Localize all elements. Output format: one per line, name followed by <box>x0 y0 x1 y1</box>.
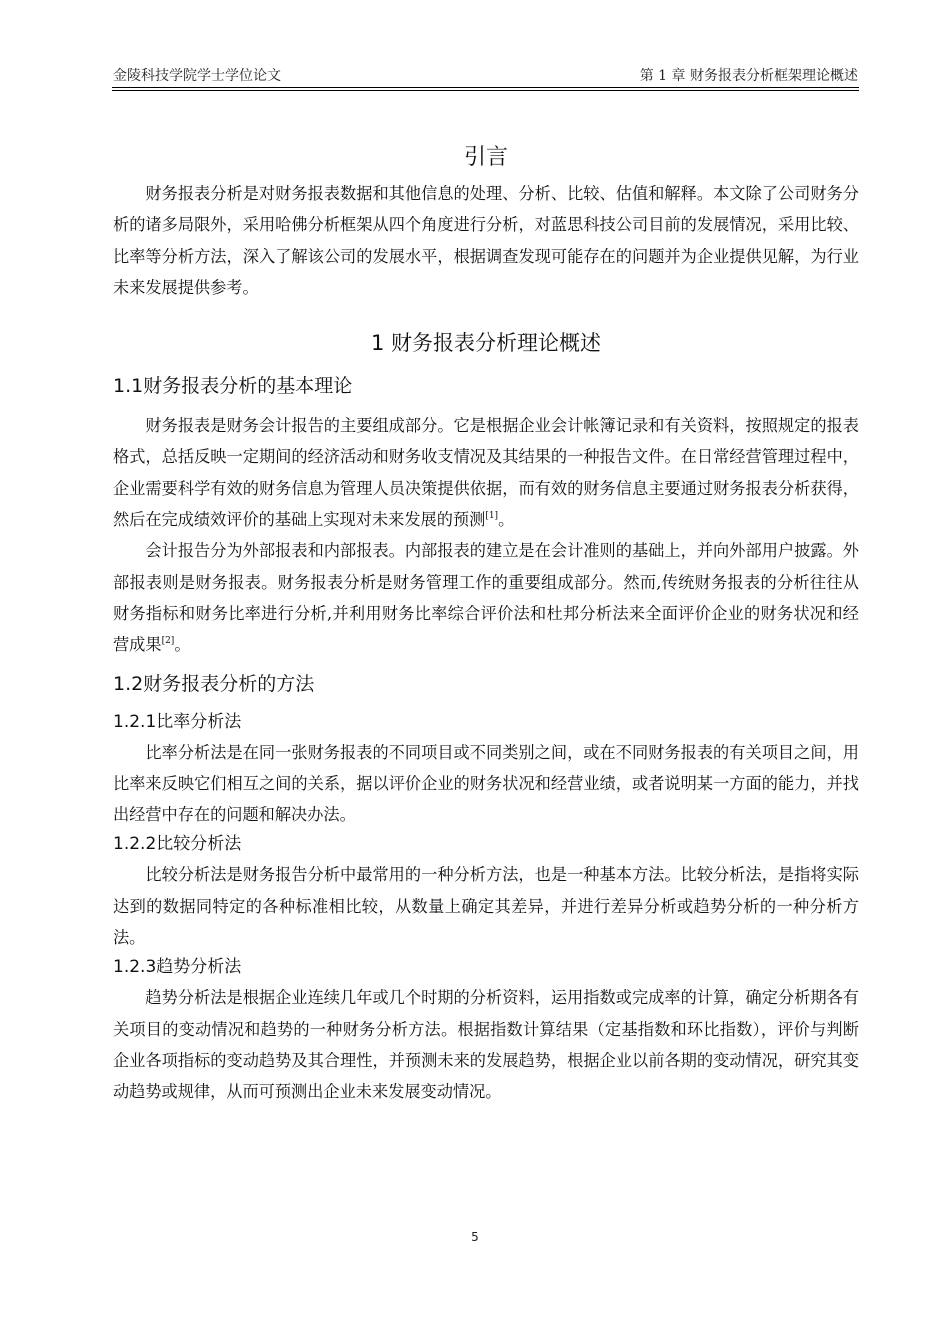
subsection-1-2-3-paragraph: 趋势分析法是根据企业连续几年或几个时期的分析资料，运用指数或完成率的计算，确定分析期各有关项目的变动情况和趋势的一种财务分析方法。根据指数计算结果（定基指数和环比指数），评价与判断企业各项指标的变动趋势及其合理性，并预测未来的发展趋势，根据企业以前各期的变动情况，研究其变动趋势或规律，从而可预测出企业未来发展变动情况。 <box>113 988 859 1102</box>
running-header-left: 金陵科技学院学士学位论文 <box>113 68 281 84</box>
section-1-1-paragraph-2 <box>113 535 859 660</box>
section-1-1-paragraph-1 <box>113 410 859 535</box>
section-heading-1-2: 1.2财务报表分析的方法 <box>113 672 315 695</box>
running-header-right: 第 1 章 财务报表分析框架理论概述 <box>639 68 858 84</box>
subsection-heading-1-2-1: 1.2.1比率分析法 <box>113 711 242 732</box>
intro-heading: 引言 <box>463 145 508 170</box>
paragraph-text: 会计报告分为外部报表和内部报表。内部报表的建立是在会计准则的基础上，并向外部用户披露。外部报表则是财务报表。财务报表分析是财务管理工作的重要组成部分。然而,传统财务报表的分析往往从财务指标和财务比率进行分析,并利用财务比率综合评价法和杜邦分析法来全面评价企业的财务状况和经营成果 <box>113 541 859 655</box>
page-body <box>113 138 859 1108</box>
page-number: 5 <box>471 1230 479 1244</box>
subsection-heading-1-2-2: 1.2.2比较分析法 <box>113 834 242 855</box>
subsection-1-2-2-paragraph: 比较分析法是财务报告分析中最常用的一种分析方法，也是一种基本方法。比较分析法，是指将实际达到的数据同特定的各种标准相比较，从数量上确定其差异，并进行差异分析或趋势分析的一种分析方法。 <box>113 865 859 948</box>
citation-ref: [2] <box>161 636 175 647</box>
intro-paragraph: 财务报表分析是对财务报表数据和其他信息的处理、分析、比较、估值和解释。本文除了公司财务分析的诸多局限外，采用哈佛分析框架从四个角度进行分析，对蓝思科技公司目前的发展情况，采用比较、比率等分析方法，深入了解该公司的发展水平，根据调查发现可能存在的问题并为企业提供见解，为行业未来发展提供参考。 <box>113 184 859 297</box>
paragraph-text: 财务报表是财务会计报告的主要组成部分。它是根据企业会计帐簿记录和有关资料，按照规定的报表格式，总括反映一定期间的经济活动和财务收支情况及其结果的一种报告文件。在日常经营管理过程中，企业需要科学有效的财务信息为管理人员决策提供依据，而有效的财务信息主要通过财务报表分析获得，然后在完成绩效评价的基础上实现对未来发展的预测 <box>113 416 859 530</box>
paragraph-end: 。 <box>498 510 515 530</box>
header-rule-thin <box>112 90 859 91</box>
header-rule-thick <box>112 87 859 88</box>
paragraph-end: 。 <box>174 635 191 655</box>
subsection-heading-1-2-3: 1.2.3趋势分析法 <box>113 957 242 978</box>
section-heading-1-1: 1.1财务报表分析的基本理论 <box>113 375 353 398</box>
citation-ref: [1] <box>485 511 499 522</box>
subsection-1-2-1-paragraph: 比率分析法是在同一张财务报表的不同项目或不同类别之间，或在不同财务报表的有关项目之间，用比率来反映它们相互之间的关系，据以评价企业的财务状况和经营业绩，或者说明某一方面的能力，并找出经营中存在的问题和解决办法。 <box>113 742 859 825</box>
chapter-heading: 1 财务报表分析理论概述 <box>370 331 602 356</box>
